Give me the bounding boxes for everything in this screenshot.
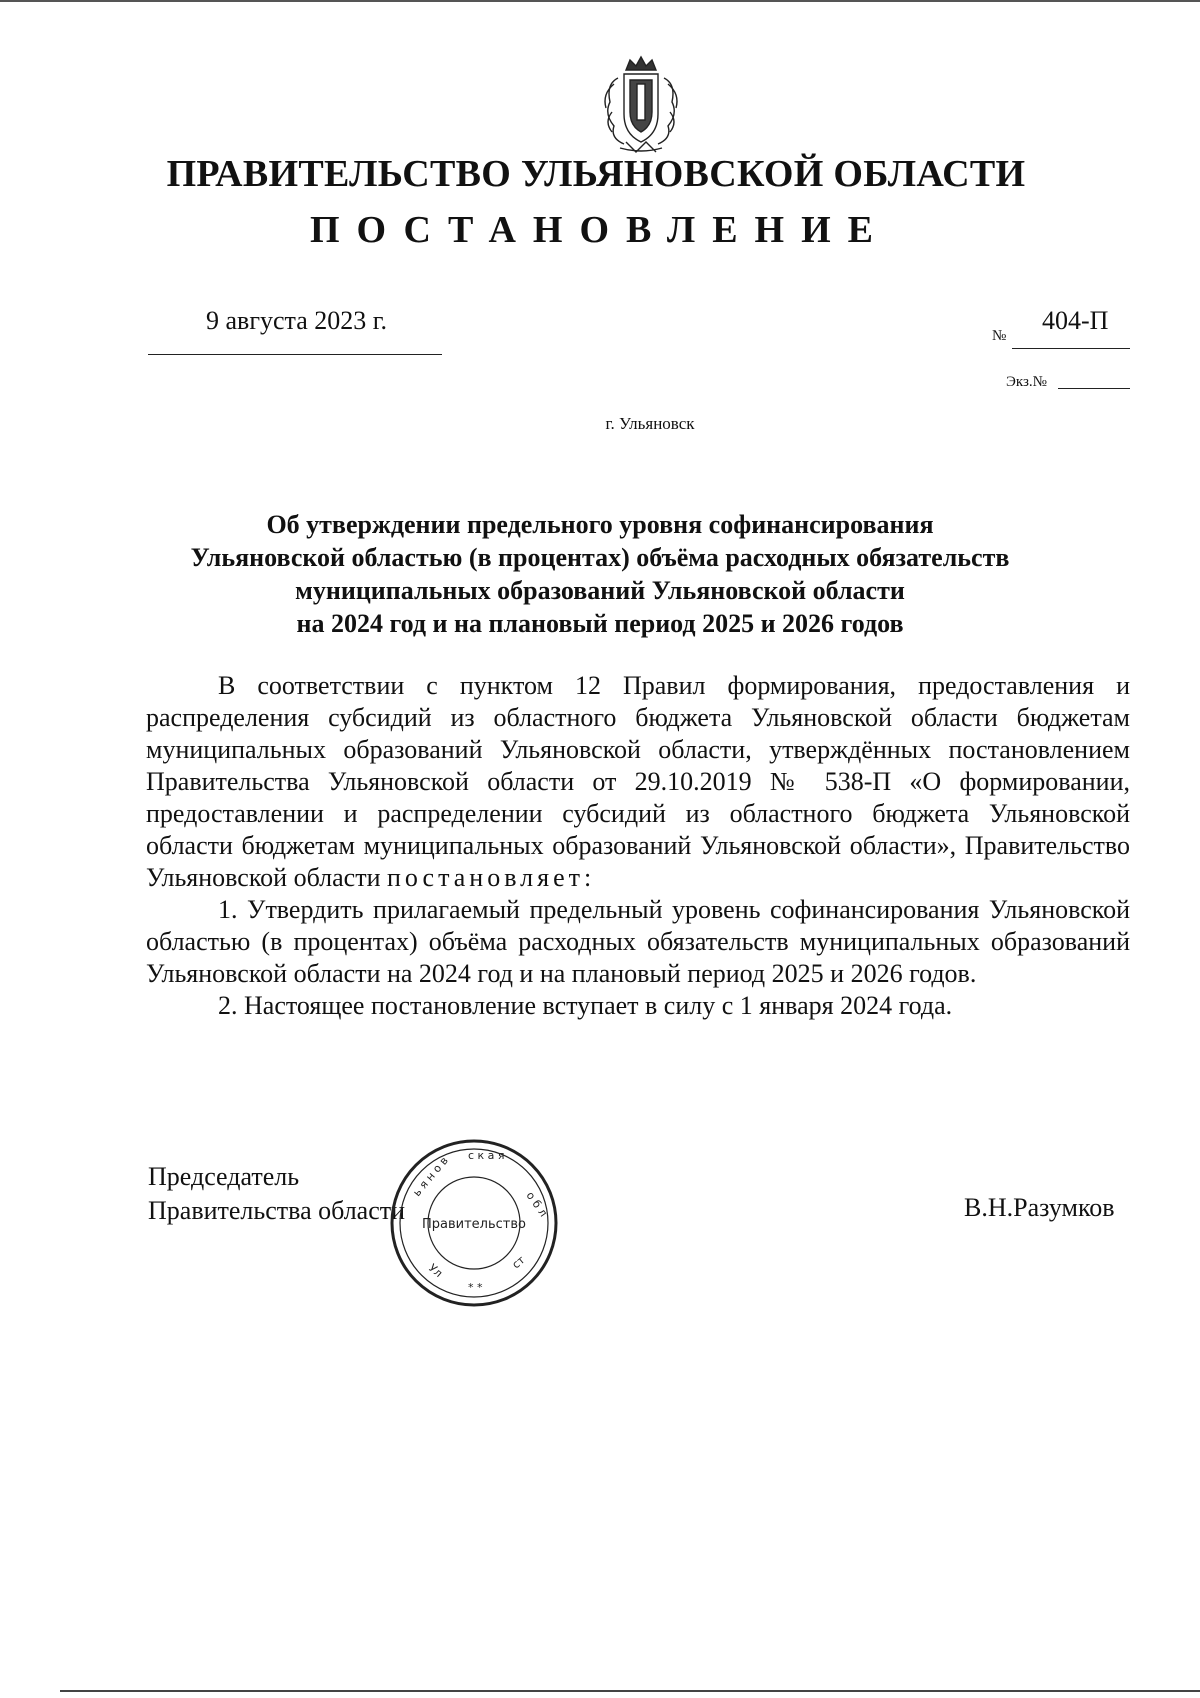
decree-word: постановляет: bbox=[386, 863, 596, 892]
position-line: Правительства области bbox=[148, 1196, 406, 1225]
scan-edge-bottom bbox=[60, 1690, 1200, 1692]
item-1-paragraph: 1. Утвердить прилагаемый предельный уровень софинансирования Ульяновской областью (в процентах) объёма расходных обязательств муниципальных образований Ульяновской области на 2024 год и на плановый период 2025 и 2026 годов. bbox=[146, 895, 1130, 988]
number-sign: № bbox=[992, 328, 1007, 344]
subject-line: Об утверждении предельного уровня софинансирования bbox=[266, 510, 934, 539]
document-body bbox=[146, 670, 1130, 1022]
svg-text:ст: ст bbox=[509, 1253, 528, 1272]
subject-line: Ульяновской областью (в процентах) объёма расходных обязательств bbox=[190, 543, 1010, 572]
svg-text:ь я н о в: ь я н о в bbox=[410, 1154, 451, 1199]
date-underline bbox=[148, 354, 442, 355]
document-type-heading: ПОСТАНОВЛЕНИЕ bbox=[309, 209, 891, 251]
official-seal bbox=[388, 1137, 560, 1309]
subject-line: на 2024 год и на плановый период 2025 и 2026 годов bbox=[296, 609, 904, 638]
item-2-paragraph: 2. Настоящее постановление вступает в силу с 1 января 2024 года. bbox=[218, 991, 953, 1020]
city-label: г. Ульяновск bbox=[605, 414, 695, 433]
document-date: 9 августа 2023 г. bbox=[206, 306, 387, 335]
scan-edge-top bbox=[0, 0, 1200, 2]
coat-of-arms-emblem bbox=[596, 54, 686, 156]
number-underline bbox=[1012, 348, 1130, 349]
government-name-heading: ПРАВИТЕЛЬСТВО УЛЬЯНОВСКОЙ ОБЛАСТИ bbox=[166, 153, 1026, 195]
svg-text:с к а я: с к а я bbox=[468, 1149, 505, 1162]
subject-line: муниципальных образований Ульяновской области bbox=[295, 576, 905, 605]
seal-center-text: Правительство bbox=[422, 1217, 526, 1232]
svg-text:* *: * * bbox=[468, 1281, 483, 1294]
document-number: 404-П bbox=[1042, 306, 1109, 335]
copy-number-label: Экз.№ bbox=[1006, 374, 1047, 390]
position-line: Председатель bbox=[148, 1162, 300, 1191]
preamble-paragraph bbox=[146, 670, 1130, 894]
svg-text:о б л: о б л bbox=[523, 1189, 550, 1220]
preamble-text: В соответствии с пунктом 12 Правил формирования, предоставления и распределения субсидий из областного бюджета Ульяновской области бюджетам муниципальных образований Ульяновской области, утверждённых постановлением Правительства Ульяновской области от 29.10.2019 № 538-П «О формировании, предоставлении и распределении субсидий из областного бюджета Ульяновской области бюджетам муниципальных образований Ульяновской области», Правительство Ульяновской области bbox=[146, 671, 1130, 892]
svg-text:Ул: Ул bbox=[426, 1261, 445, 1281]
copy-number-underline bbox=[1058, 388, 1130, 389]
signatory-name: В.Н.Разумков bbox=[964, 1193, 1115, 1222]
signatory-position bbox=[148, 1160, 405, 1228]
document-subject bbox=[100, 508, 1100, 640]
